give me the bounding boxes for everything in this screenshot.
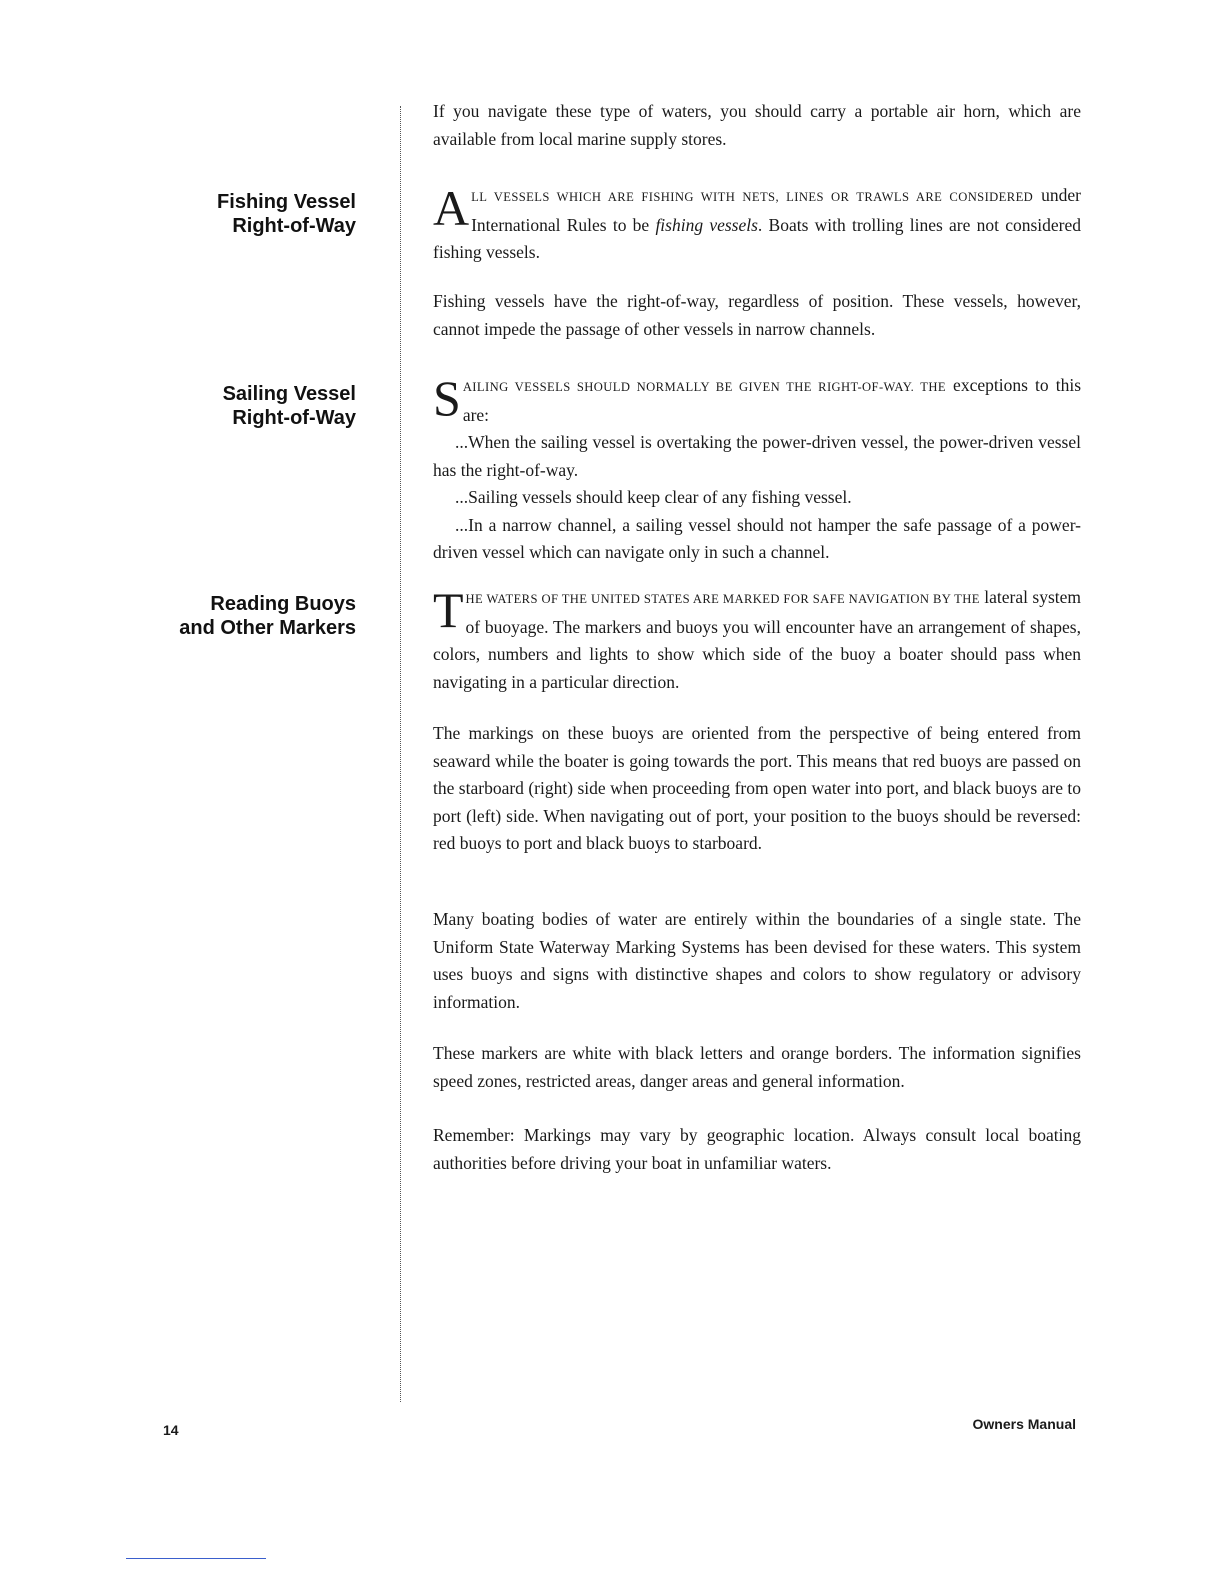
sailing-exception-3: ...In a narrow channel, a sailing vessel should not hamper the safe passage of a power-driven vessel which can navigate only in such a channel.: [433, 514, 1081, 562]
column-divider: [400, 106, 401, 1402]
buoys-paragraph-1: [433, 584, 1081, 696]
fishing-paragraph-2: Fishing vessels have the right-of-way, regardless of position. These vessels, however, cannot impede the passage of other vessels in narrow channels.: [433, 291, 1081, 339]
sailing-exception-1: ...When the sailing vessel is overtaking the power-driven vessel, the power-driven vessel has the right-of-way.: [433, 432, 1081, 480]
buoys-heading-line2: and Other Markers: [179, 617, 356, 639]
fishing-heading-line2: Right-of-Way: [232, 215, 356, 237]
fishing-text-b: . Boats with trolling lines are not considered fishing vessels.: [433, 214, 1081, 262]
buoys-dropcap: T: [433, 582, 464, 638]
buoys-paragraph-3: Many boating bodies of water are entirely within the boundaries of a single state. The Uniform State Waterway Marking Systems has been devised for these waters. This system uses buoys and signs with distinctive shapes and colors to show regulatory or advisory information.: [433, 909, 1081, 1012]
reading-buoys-heading: [179, 592, 356, 640]
fishing-vessel-heading: [217, 190, 356, 238]
sailing-heading-line2: Right-of-Way: [232, 407, 356, 429]
sailing-smallcaps: AILING VESSELS SHOULD NORMALLY BE GIVEN THE RIGHT-OF-WAY. THE: [462, 380, 946, 394]
buoys-smallcaps: HE WATERS OF THE UNITED STATES ARE MARKED FOR SAFE NAVIGATION BY THE: [465, 592, 980, 606]
buoys-paragraph-5: Remember: Markings may vary by geographic location. Always consult local boating authorities before driving your boat in unfamiliar waters.: [433, 1125, 1081, 1173]
sailing-heading-line1: Sailing Vessel: [222, 383, 356, 405]
buoys-heading-line1: Reading Buoys: [210, 593, 356, 615]
fishing-smallcaps: LL VESSELS WHICH ARE FISHING WITH NETS, LINES OR TRAWLS ARE CONSIDERED: [471, 190, 1034, 204]
buoys-paragraph-4: These markers are white with black letters and orange borders. The information signifies speed zones, restricted areas, danger areas and general information.: [433, 1043, 1081, 1091]
sailing-dropcap: S: [433, 370, 461, 426]
fishing-italic: fishing vessels: [655, 214, 758, 235]
fishing-text-a: under International Rules to be: [471, 185, 1081, 235]
intro-paragraph: If you navigate these type of waters, you should carry a portable air horn, which are available from local marine supply stores.: [433, 101, 1081, 149]
page-number: 14: [163, 1422, 179, 1438]
bottom-divider: [126, 1558, 266, 1559]
sailing-exception-2: ...Sailing vessels should keep clear of any fishing vessel.: [455, 487, 852, 507]
sailing-paragraph-1: [433, 372, 1081, 567]
fishing-heading-line1: Fishing Vessel: [217, 191, 356, 213]
buoys-paragraph-2: The markings on these buoys are oriented from the perspective of being entered from seaward while the boater is going towards the port. This means that red buoys are passed on the starboard (right) side when proceeding from open water into port, and black buoys are to port (left) side. When navigating out of port, your position to the buoys should be reversed: red buoys to port and black buoys to starboard.: [433, 723, 1081, 853]
manual-title: Owners Manual: [972, 1416, 1076, 1432]
buoys-text: lateral system of buoyage. The markers and buoys you will encounter have an arrangement of shapes, colors, numbers and lights to show which side of the buoy a boater should pass when navigating in a particular direction.: [433, 587, 1082, 692]
sailing-vessel-heading: [223, 382, 356, 430]
sailing-text: exceptions to this are:: [462, 375, 1081, 425]
fishing-paragraph-1: [433, 182, 1081, 267]
fishing-dropcap: A: [433, 180, 470, 236]
